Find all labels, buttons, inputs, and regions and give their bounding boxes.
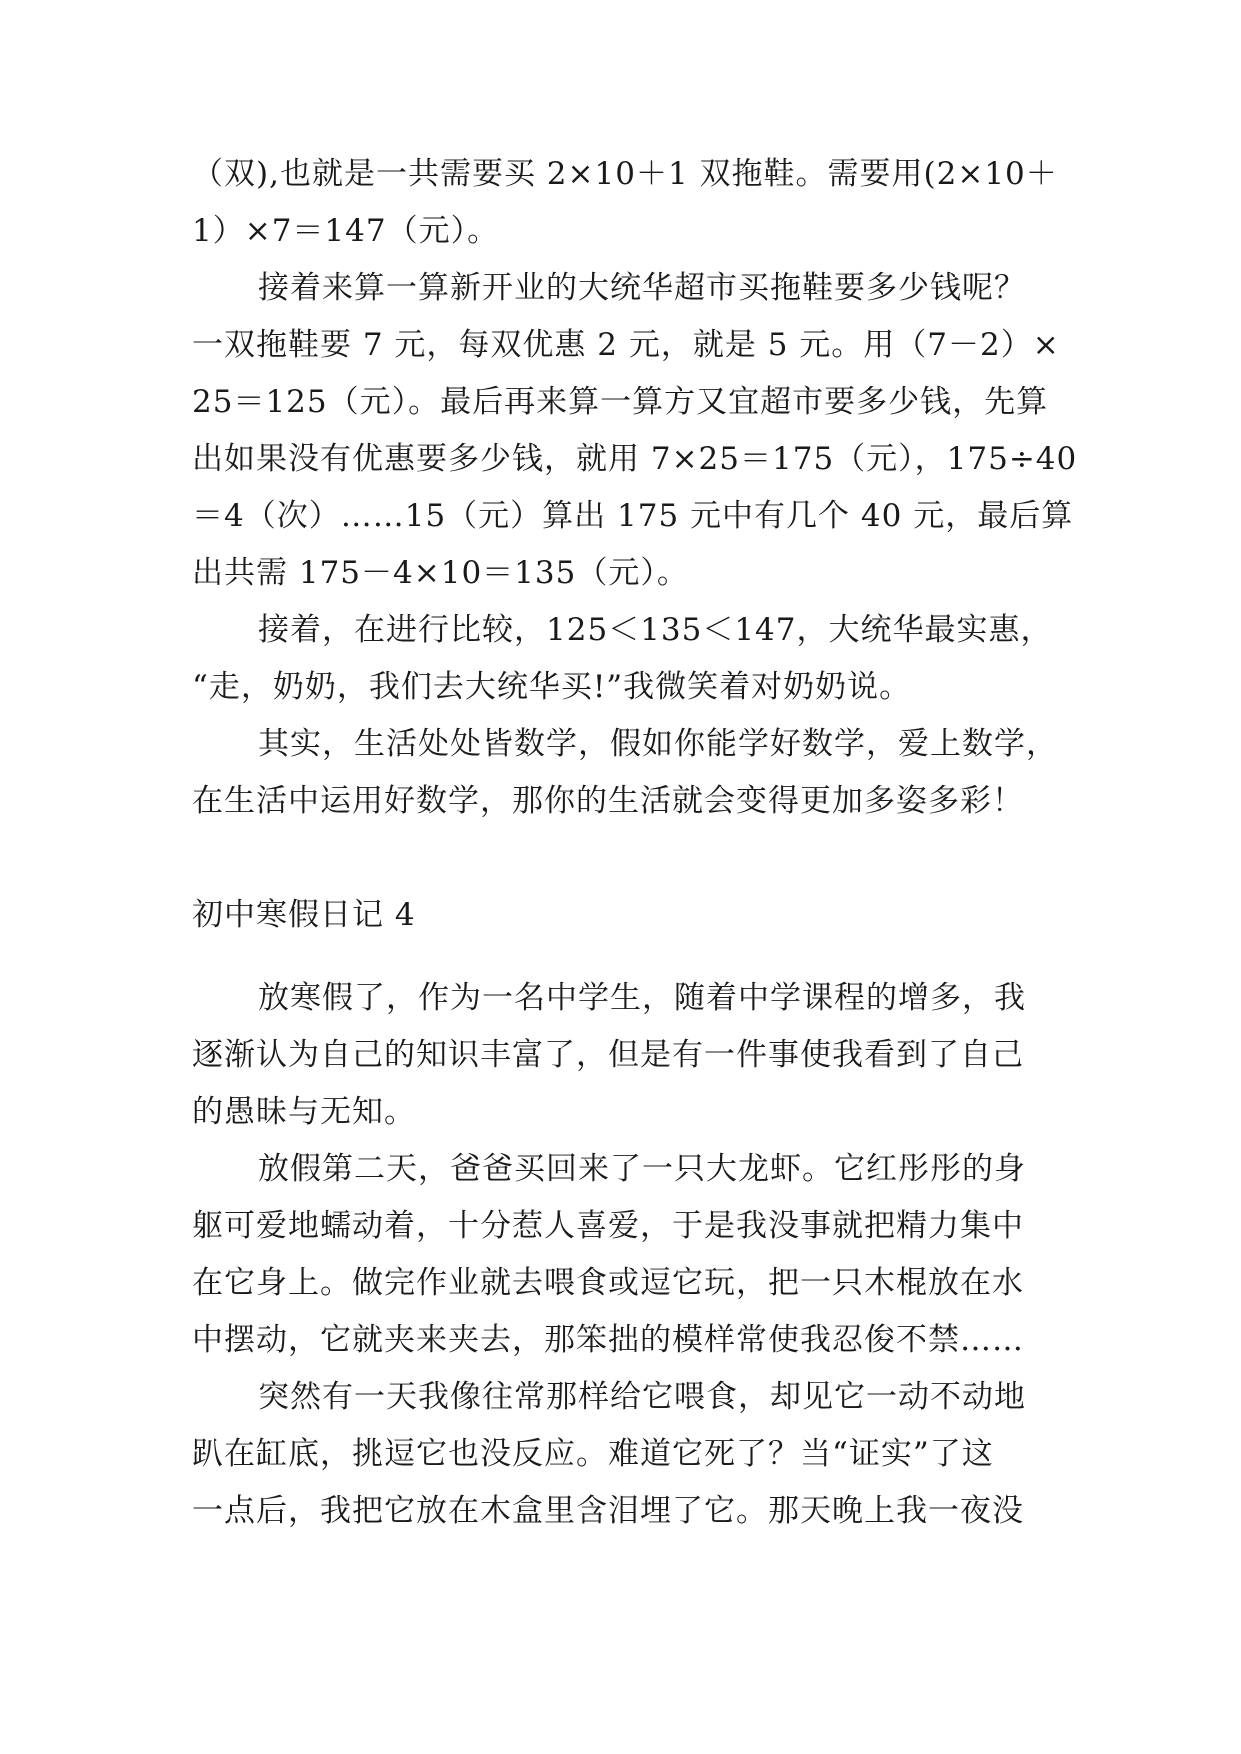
text-line: 中摆动，它就夹来夹去，那笨拙的模样常使我忍俊不禁…… <box>192 1321 1024 1358</box>
text-line: “走，奶奶，我们去大统华买!”我微笑着对奶奶说。 <box>192 669 912 705</box>
paragraph <box>192 602 1052 716</box>
text-line: 突然有一天我像往常那样给它喂食，却见它一动不动地 <box>258 1378 1026 1415</box>
text-line: 在它身上。做完作业就去喂食或逗它玩，把一只木棍放在水 <box>192 1264 1024 1301</box>
text-line: 一点后，我把它放在木盒里含泪埋了它。那天晚上我一夜没 <box>192 1492 1024 1529</box>
paragraph <box>192 146 1058 260</box>
paragraph <box>192 260 1078 602</box>
text-line: 逐渐认为自己的知识丰富了，但是有一件事使我看到了自己 <box>192 1036 1024 1073</box>
text-line: 出如果没有优惠要多少钱，就用 7×25＝175（元），175÷40 <box>192 441 1078 477</box>
text-line: 放寒假了，作为一名中学生，随着中学课程的增多，我 <box>258 979 1026 1016</box>
text-line: 出共需 175－4×10＝135（元）。 <box>192 555 689 591</box>
text-line: ＝4（次）……15（元）算出 175 元中有几个 40 元，最后算 <box>192 498 1074 534</box>
text-line: 在生活中运用好数学，那你的生活就会变得更加多姿多彩！ <box>192 783 1024 819</box>
text-line: 1）×7＝147（元）。 <box>192 213 500 249</box>
paragraph <box>192 1369 1052 1540</box>
section-heading: 初中寒假日记 4 <box>192 897 416 933</box>
text-line: 放假第二天，爸爸买回来了一只大龙虾。它红彤彤的身 <box>258 1150 1026 1187</box>
paragraph <box>192 716 1058 830</box>
text-line: 接着，在进行比较，125＜135＜147，大统华最实惠， <box>258 612 1053 648</box>
paragraph <box>192 1141 1052 1369</box>
text-line: （双),也就是一共需要买 2×10＋1 双拖鞋。需要用(2×10＋ <box>192 156 1058 192</box>
text-line: 25＝125（元）。最后再来算一算方又宜超市要多少钱，先算 <box>192 384 1049 420</box>
paragraph <box>192 970 1052 1141</box>
text-line: 的愚昧与无知。 <box>192 1093 416 1130</box>
text-line: 接着来算一算新开业的大统华超市买拖鞋要多少钱呢？ <box>258 270 1026 306</box>
text-line: 一双拖鞋要 7 元，每双优惠 2 元，就是 5 元。用（7－2）× <box>192 327 1060 363</box>
text-line: 趴在缸底，挑逗它也没反应。难道它死了？当“证实”了这 <box>192 1435 994 1472</box>
text-line: 躯可爱地蠕动着，十分惹人喜爱，于是我没事就把精力集中 <box>192 1207 1024 1244</box>
document-page <box>192 146 1078 1540</box>
text-line: 其实，生活处处皆数学，假如你能学好数学，爱上数学， <box>258 726 1058 762</box>
